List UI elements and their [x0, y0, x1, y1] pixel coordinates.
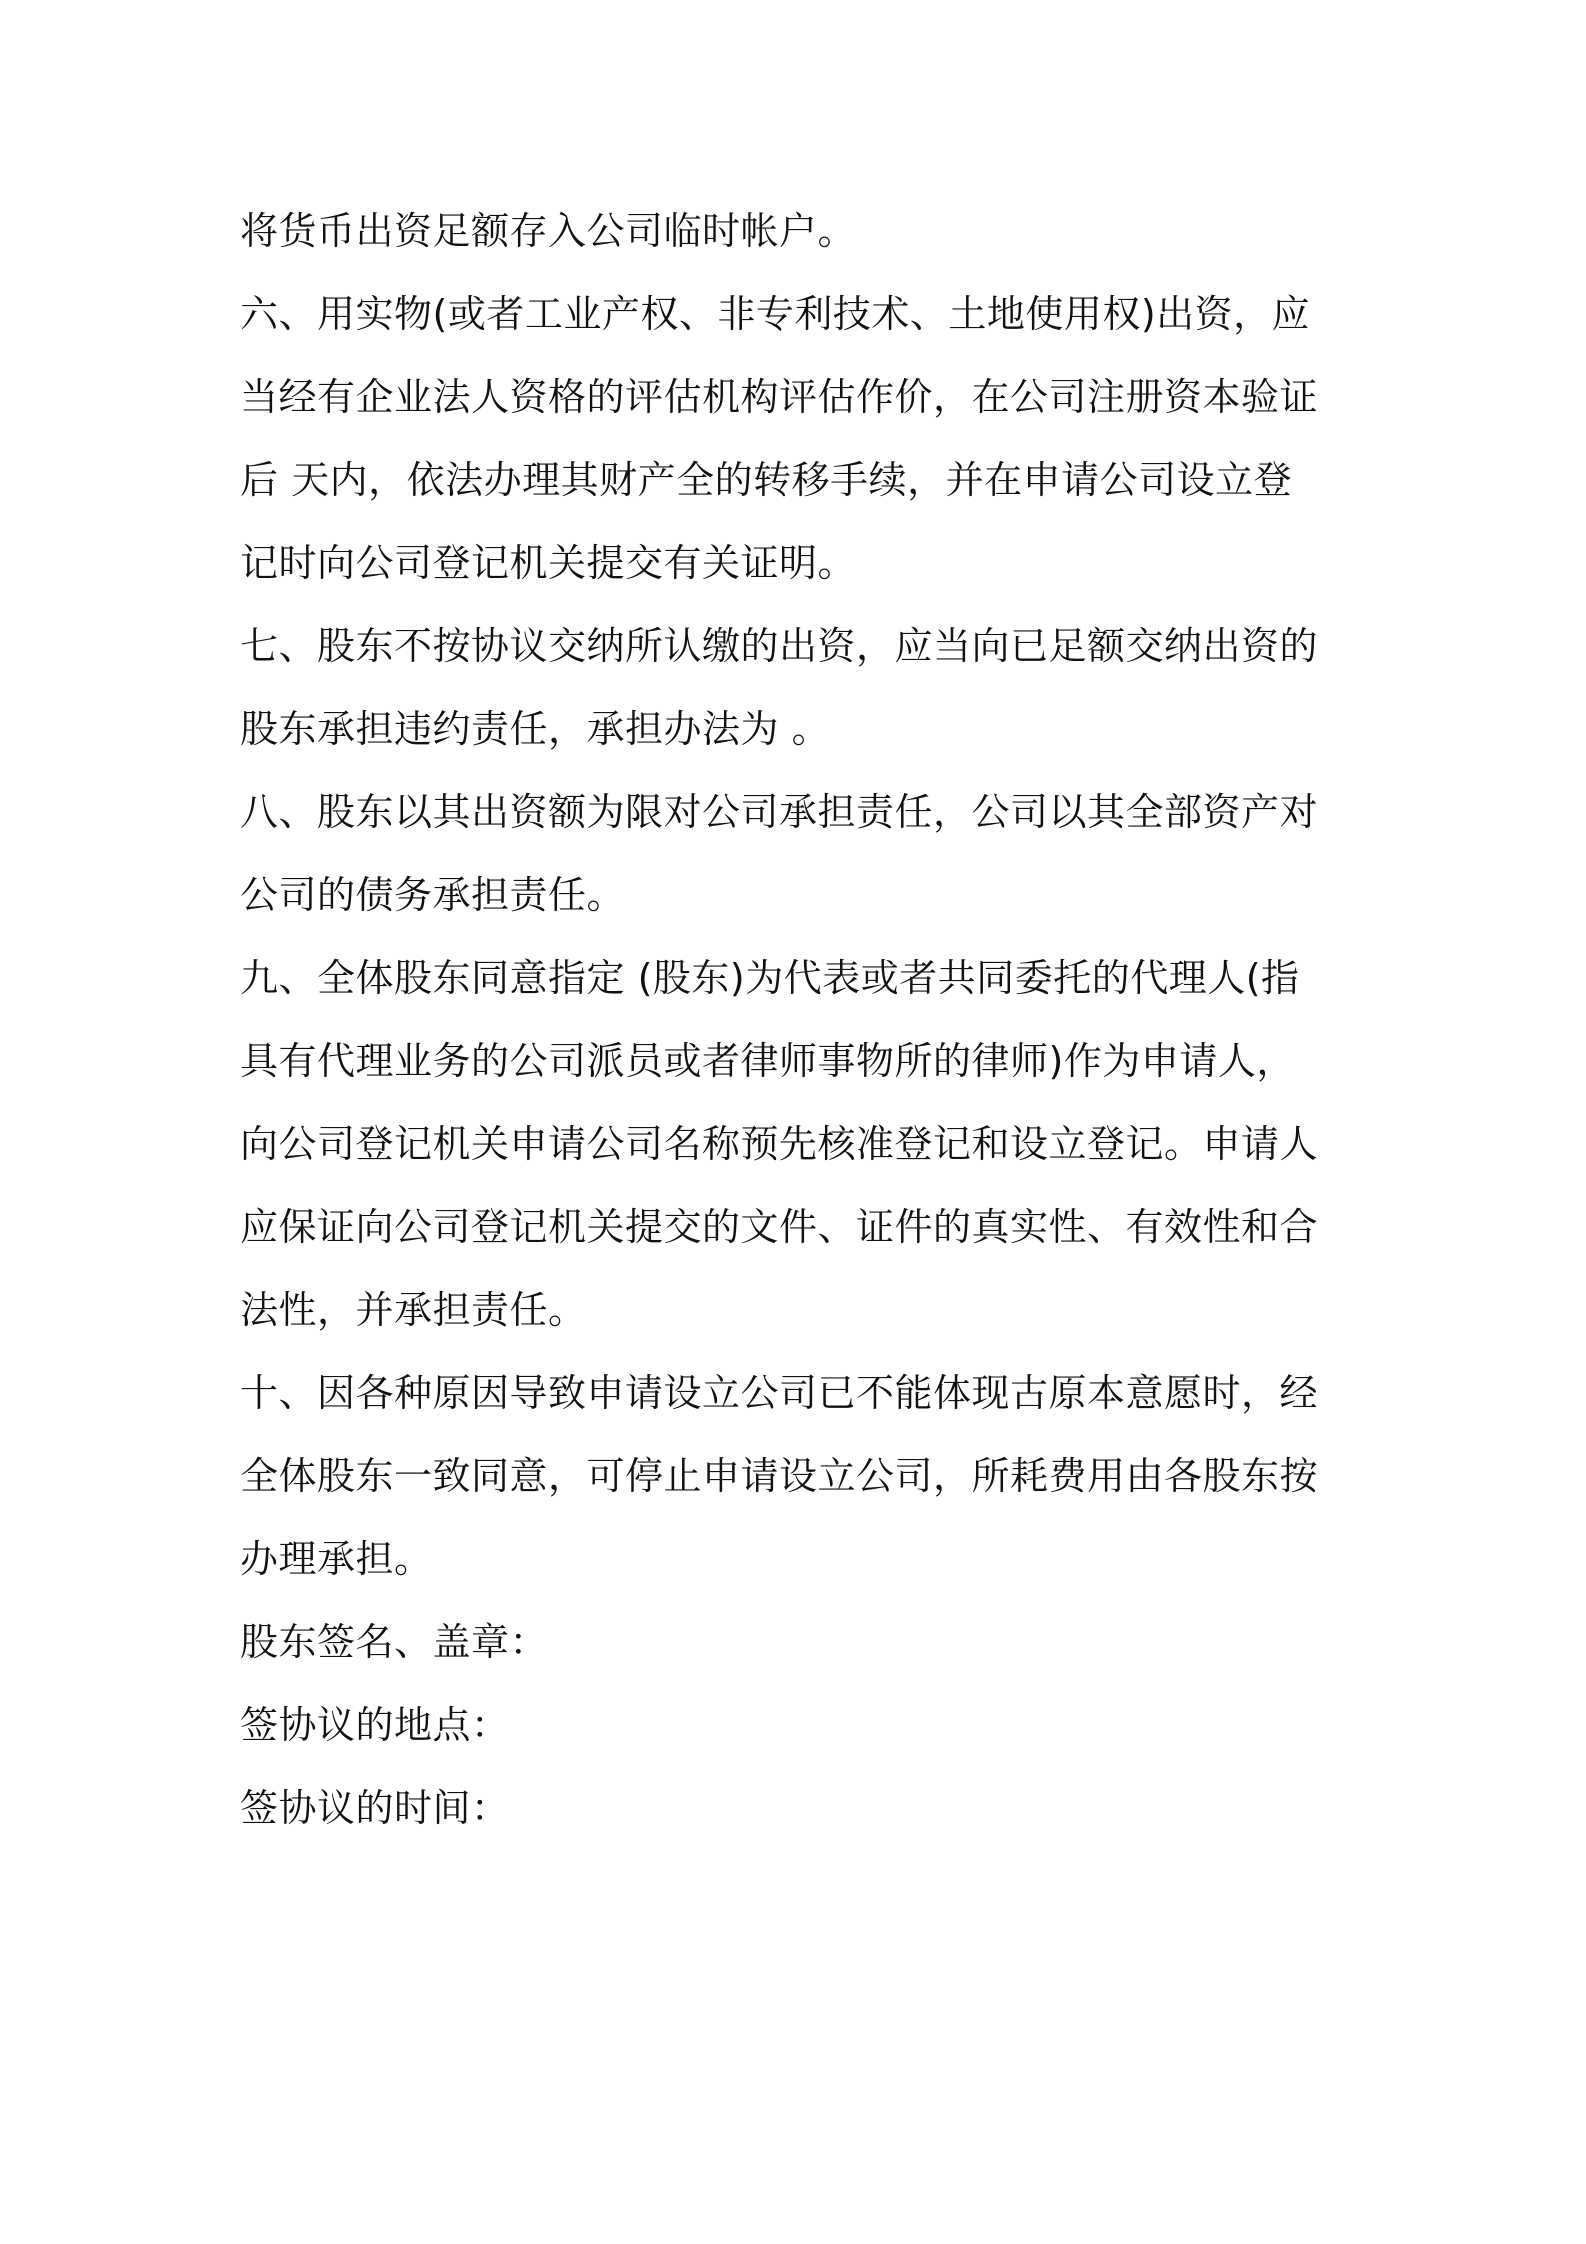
clause-line: 股东承担违约责任，承担办法为 。 — [240, 707, 831, 751]
clause-line: 十、因各种原因导致申请设立公司已不能体现古原本意愿时，经 — [240, 1371, 1319, 1415]
signature-time-label: 签协议的时间： — [240, 1786, 510, 1830]
signature-seal-label: 股东签名、盖章： — [240, 1620, 549, 1664]
clause-line: 具有代理业务的公司派员或者律师事物所的律师)作为申请人， — [240, 1039, 1295, 1083]
clause-line: 当经有企业法人资格的评估机构评估作价，在公司注册资本验证 — [240, 375, 1319, 419]
clause-line: 八、股东以其出资额为限对公司承担责任，公司以其全部资产对 — [240, 790, 1319, 834]
clause-line: 向公司登记机关申请公司名称预先核准登记和设立登记。申请人 — [240, 1122, 1319, 1166]
clause-line: 九、全体股东同意指定 (股东)为代表或者共同委托的代理人(指 — [240, 956, 1300, 1000]
clause-line: 记时向公司登记机关提交有关证明。 — [240, 541, 857, 585]
clause-line: 应保证向公司登记机关提交的文件、证件的真实性、有效性和合 — [240, 1205, 1319, 1249]
signature-place-label: 签协议的地点： — [240, 1703, 510, 1747]
clause-line: 将货币出资足额存入公司临时帐户。 — [240, 209, 857, 253]
clause-line: 七、股东不按协议交纳所认缴的出资，应当向已足额交纳出资的 — [240, 624, 1319, 668]
clause-line: 法性，并承担责任。 — [240, 1288, 587, 1332]
document-body — [240, 190, 1360, 1850]
clause-line: 全体股东一致同意，可停止申请设立公司，所耗费用由各股东按 — [240, 1454, 1319, 1498]
clause-line: 六、用实物(或者工业产权、非专利技术、土地使用权)出资，应 — [240, 292, 1311, 336]
clause-line: 后 天内，依法办理其财产全的转移手续，并在申请公司设立登 — [240, 458, 1293, 502]
clause-line: 办理承担。 — [240, 1537, 433, 1581]
clause-line: 公司的债务承担责任。 — [240, 873, 626, 917]
